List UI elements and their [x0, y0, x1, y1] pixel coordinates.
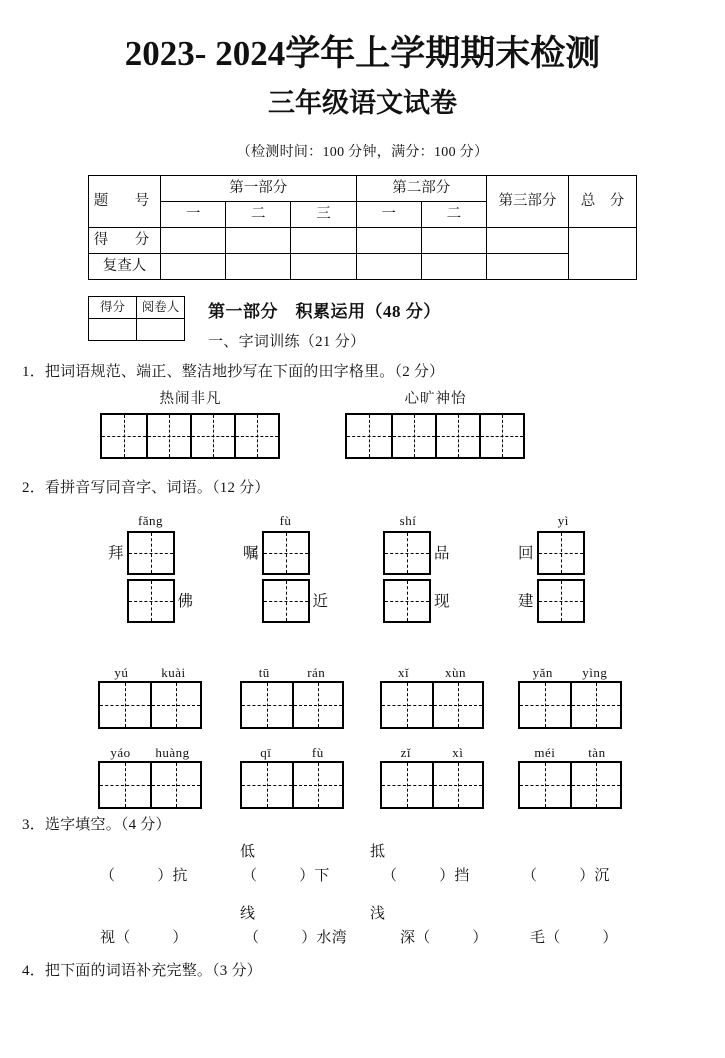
- page-title: 2023- 2024学年上学期期末检测: [124, 34, 601, 73]
- reviewer-cell-p1-1[interactable]: [161, 254, 226, 280]
- q2-row-2b: [243, 577, 328, 625]
- q3-item-top-3[interactable]: [382, 864, 470, 885]
- q2-word-1-4: [518, 664, 622, 729]
- tianzige-cell[interactable]: [102, 415, 146, 457]
- score-cell-total[interactable]: [569, 228, 637, 280]
- tianzige-cell[interactable]: [242, 763, 292, 807]
- score-cell-p2-2[interactable]: [421, 228, 486, 254]
- tianzige-cell-4b[interactable]: [537, 579, 585, 623]
- q3-item-bottom-3-pre: 深（: [400, 929, 431, 946]
- q2-char-3a: 品: [434, 544, 450, 562]
- table-row-header: [89, 176, 637, 202]
- score-cell-p3[interactable]: [487, 228, 569, 254]
- q3-item-top-1[interactable]: [100, 864, 188, 885]
- q3-item-bottom-3-post: ）: [472, 929, 488, 946]
- score-table-row-label-reviewer: 复查人: [89, 254, 161, 280]
- reviewer-cell-p3[interactable]: [487, 254, 569, 280]
- score-cell-p1-1[interactable]: [161, 228, 226, 254]
- q3-item-top-2-pre: （: [242, 867, 258, 884]
- tianzige-cell[interactable]: [292, 683, 342, 727]
- q3-item-bottom-1-post: ）: [172, 929, 188, 946]
- q2-word-pinyin-1-4a: yǎn: [532, 665, 553, 681]
- exam-time-note: （检测时间：100 分钟，满分：100 分）: [236, 145, 489, 161]
- q2-word-pinyin-2-1a: yáo: [110, 745, 131, 761]
- q2-word-pinyin-1-4: [518, 664, 622, 681]
- tianzige-cell-4a[interactable]: [537, 531, 585, 575]
- q2-row-4a: [518, 529, 585, 577]
- q2-homophone-group-1: [108, 512, 193, 625]
- q3-item-bottom-4-pre: 毛（: [530, 929, 561, 946]
- score-table-sub-p2-2: 二: [421, 202, 486, 228]
- tianzige-cell[interactable]: [242, 683, 292, 727]
- score-table-row-label-score: 得 分: [89, 228, 161, 254]
- q3-hints-bottom: [22, 902, 725, 926]
- q3-item-bottom-4[interactable]: [530, 926, 618, 947]
- q2-word-2-1: [98, 744, 202, 809]
- q2-word-2-3: [380, 744, 484, 809]
- q2-char-4b: 建: [518, 592, 534, 610]
- q2-char-1b: 佛: [177, 592, 194, 610]
- score-table-sub-p1-1: 一: [161, 202, 226, 228]
- q2-word-pinyin-1-1b: kuài: [161, 665, 186, 681]
- q3-hint-top-1: 低: [240, 843, 256, 860]
- score-table-total-header: 总 分: [569, 176, 637, 228]
- q3-item-bottom-2[interactable]: [244, 926, 347, 947]
- q3-hint-top-2: 抵: [370, 843, 386, 860]
- q2-word-2-4: [518, 744, 622, 809]
- tianzige-cell[interactable]: [100, 763, 150, 807]
- q3-item-top-4-post: ）沉: [579, 867, 610, 884]
- tianzige-cell[interactable]: [129, 581, 173, 621]
- tianzige-pair-2-2[interactable]: [240, 761, 344, 809]
- q2-word-pinyin-1-2a: tū: [258, 665, 270, 681]
- score-table-group-part2: 第二部分: [356, 176, 486, 202]
- table-row-reviewer: [89, 254, 637, 280]
- q3-blanks-top: [22, 864, 725, 892]
- q1-word-1: 热闹非凡: [159, 390, 222, 407]
- tianzige-cell[interactable]: [539, 581, 583, 621]
- q3-item-bottom-2-pre: （: [244, 929, 260, 946]
- tianzige-pair-2-1[interactable]: [98, 761, 202, 809]
- q3-item-top-1-pre: （: [100, 867, 116, 884]
- score-table-wrapper: [0, 175, 725, 280]
- tianzige-cell[interactable]: [432, 683, 482, 727]
- tianzige-cell[interactable]: [264, 533, 308, 573]
- q2-word-2-2: [240, 744, 344, 809]
- q3-item-bottom-2-post: ）水湾: [301, 929, 347, 946]
- q2-word-pinyin-2-3a: zǐ: [400, 745, 411, 761]
- score-table: [88, 175, 637, 280]
- tianzige-cell[interactable]: [520, 683, 570, 727]
- q2-word-pinyin-2-2b: fù: [311, 745, 324, 761]
- q3-item-top-3-post: ）挡: [439, 867, 470, 884]
- tianzige-cell[interactable]: [292, 763, 342, 807]
- q3-hint-bottom-1: 线: [240, 905, 256, 922]
- q1-group-2: [345, 387, 526, 459]
- q2-word-pinyin-1-3b: xùn: [445, 665, 467, 681]
- tianzige-cell[interactable]: [385, 581, 429, 621]
- section-one-title: 一、字词训练（21 分）: [208, 334, 366, 351]
- q2-word-pinyin-2-4b: tàn: [588, 745, 606, 761]
- q3-item-top-1-post: ）抗: [157, 867, 188, 884]
- q2-word-pinyin-2-4a: méi: [534, 745, 556, 761]
- tianzige-cell[interactable]: [391, 415, 435, 457]
- tianzige-cell[interactable]: [234, 415, 278, 457]
- tianzige-cell[interactable]: [385, 533, 429, 573]
- score-cell-p1-3[interactable]: [291, 228, 356, 254]
- q2-homophone-group-2: [243, 512, 328, 625]
- q2-word-pinyin-1-2: [240, 664, 344, 681]
- reviewer-cell-p2-2[interactable]: [421, 254, 486, 280]
- question-2-body: [0, 504, 725, 804]
- tianzige-grid-1[interactable]: [100, 413, 280, 459]
- tianzige-grid-2[interactable]: [345, 413, 525, 459]
- q3-item-top-3-pre: （: [382, 867, 398, 884]
- tianzige-cell[interactable]: [150, 763, 200, 807]
- q2-word-pinyin-1-1: [98, 664, 202, 681]
- q2-row-2a: [243, 529, 328, 577]
- part-grader-label: 阅卷人: [137, 297, 185, 319]
- q2-word-pinyin-2-4: [518, 744, 622, 761]
- part-score-box: [88, 296, 185, 341]
- part-score-value[interactable]: [89, 319, 137, 341]
- score-table-sub-p2-1: 一: [356, 202, 421, 228]
- q2-char-3b: 现: [434, 592, 450, 610]
- tianzige-pair-1-2[interactable]: [240, 681, 344, 729]
- tianzige-pair-1-1[interactable]: [98, 681, 202, 729]
- question-1-text: 1．把词语规范、端正、整洁地抄写在下面的田字格里。（2 分）: [22, 364, 445, 381]
- q2-word-1-1: [98, 664, 202, 729]
- score-table-group-part1: 第一部分: [161, 176, 357, 202]
- question-2-text: 2．看拼音写同音字、词语。（12 分）: [22, 479, 270, 496]
- question-3-text: 3．选字填空。（4 分）: [22, 817, 171, 834]
- score-table-group-part3: 第三部分: [487, 176, 569, 228]
- tianzige-cell[interactable]: [435, 415, 479, 457]
- q3-blanks-bottom: [22, 926, 725, 954]
- q2-pinyin-4: yì: [557, 513, 569, 529]
- tianzige-cell[interactable]: [520, 763, 570, 807]
- q2-row-3b: [383, 577, 450, 625]
- tianzige-pair-1-4[interactable]: [518, 681, 622, 729]
- tianzige-cell[interactable]: [347, 415, 391, 457]
- tianzige-cell[interactable]: [570, 763, 620, 807]
- q2-word-pinyin-2-2: [240, 744, 344, 761]
- q2-row-1a: [108, 529, 193, 577]
- table-row-score: [89, 228, 637, 254]
- tianzige-pair-1-3[interactable]: [380, 681, 484, 729]
- q2-word-pinyin-1-4b: yìng: [582, 665, 608, 681]
- q2-word-pinyin-2-1: [98, 744, 202, 761]
- q2-homophone-group-4: [518, 512, 585, 625]
- score-cell-p2-1[interactable]: [356, 228, 421, 254]
- score-cell-p1-2[interactable]: [226, 228, 291, 254]
- tianzige-cell[interactable]: [129, 533, 173, 573]
- q3-hints-top: [22, 840, 725, 864]
- tianzige-pair-2-4[interactable]: [518, 761, 622, 809]
- q3-item-bottom-1[interactable]: [100, 926, 188, 947]
- q2-char-2b: 近: [312, 592, 329, 610]
- reviewer-cell-p1-3[interactable]: [291, 254, 356, 280]
- q3-item-bottom-1-pre: 视（: [100, 929, 131, 946]
- question-4-text: 4．把下面的词语补充完整。（3 分）: [22, 962, 262, 979]
- tianzige-pair-2-3[interactable]: [380, 761, 484, 809]
- q2-word-pinyin-2-1b: huàng: [155, 745, 190, 761]
- question-3-body: [0, 840, 725, 960]
- q2-row-1b: [108, 577, 193, 625]
- q2-char-2a: 嘱: [243, 544, 259, 562]
- score-table-sub-p1-3: 三: [291, 202, 356, 228]
- q2-pinyin-1: fǎng: [137, 513, 164, 529]
- tianzige-cell[interactable]: [264, 581, 308, 621]
- q1-word-2: 心旷神怡: [404, 390, 467, 407]
- q2-char-1a: 拜: [108, 544, 124, 562]
- tianzige-cell[interactable]: [150, 683, 200, 727]
- q3-item-bottom-3[interactable]: [400, 926, 488, 947]
- tianzige-cell[interactable]: [382, 763, 432, 807]
- q3-hint-bottom-2: 浅: [370, 905, 386, 922]
- q2-word-pinyin-1-2b: rán: [307, 665, 326, 681]
- part-grader-value[interactable]: [137, 319, 185, 341]
- tianzige-cell[interactable]: [146, 415, 190, 457]
- table-row: [89, 319, 185, 341]
- tianzige-cell[interactable]: [432, 763, 482, 807]
- q3-item-top-4[interactable]: [522, 864, 610, 885]
- part-one-title-score: （48 分）: [365, 302, 441, 322]
- reviewer-cell-p1-2[interactable]: [226, 254, 291, 280]
- exam-page: [0, 34, 725, 1058]
- tianzige-cell[interactable]: [100, 683, 150, 727]
- q3-item-top-2-post: ）下: [299, 867, 330, 884]
- part-one-title-text: 第一部分 积累运用: [208, 302, 366, 322]
- score-table-sub-p1-2: 二: [226, 202, 291, 228]
- q2-row-4b: [518, 577, 585, 625]
- part-one-header-row: [0, 296, 725, 351]
- q3-item-top-2[interactable]: [242, 864, 330, 885]
- q2-word-pinyin-2-2a: qī: [260, 745, 272, 761]
- q2-char-4a: 回: [518, 544, 534, 562]
- q3-item-top-4-pre: （: [522, 867, 538, 884]
- part-one-title: [208, 296, 637, 322]
- page-subtitle: 三年级语文试卷: [268, 88, 457, 119]
- q2-word-1-3: [380, 664, 484, 729]
- q2-word-1-2: [240, 664, 344, 729]
- tianzige-cell-1b[interactable]: [127, 579, 175, 623]
- score-table-row-label-question: 题 号: [89, 176, 161, 228]
- tianzige-cell[interactable]: [190, 415, 234, 457]
- tianzige-cell-2a[interactable]: [262, 531, 310, 575]
- q2-word-pinyin-1-3: [380, 664, 484, 681]
- q3-item-bottom-4-post: ）: [602, 929, 618, 946]
- q2-row-3a: [383, 529, 450, 577]
- tianzige-cell-2b[interactable]: [262, 579, 310, 623]
- table-row: [89, 297, 185, 319]
- part-score-label: 得分: [89, 297, 137, 319]
- question-1-grids: [0, 387, 725, 467]
- reviewer-cell-p2-1[interactable]: [356, 254, 421, 280]
- tianzige-cell[interactable]: [382, 683, 432, 727]
- q2-word-pinyin-1-3a: xǐ: [397, 665, 410, 681]
- q2-word-pinyin-2-3: [380, 744, 484, 761]
- q2-word-pinyin-1-1a: yú: [114, 665, 129, 681]
- tianzige-cell[interactable]: [479, 415, 523, 457]
- tianzige-cell[interactable]: [570, 683, 620, 727]
- q2-pinyin-3: shí: [399, 513, 417, 529]
- tianzige-cell-3a[interactable]: [383, 531, 431, 575]
- tianzige-cell-1a[interactable]: [127, 531, 175, 575]
- q1-group-1: [100, 387, 281, 459]
- q2-pinyin-2: fù: [279, 513, 292, 529]
- tianzige-cell[interactable]: [539, 533, 583, 573]
- q2-homophone-group-3: [383, 512, 450, 625]
- q2-word-pinyin-2-3b: xì: [452, 745, 464, 761]
- tianzige-cell-3b[interactable]: [383, 579, 431, 623]
